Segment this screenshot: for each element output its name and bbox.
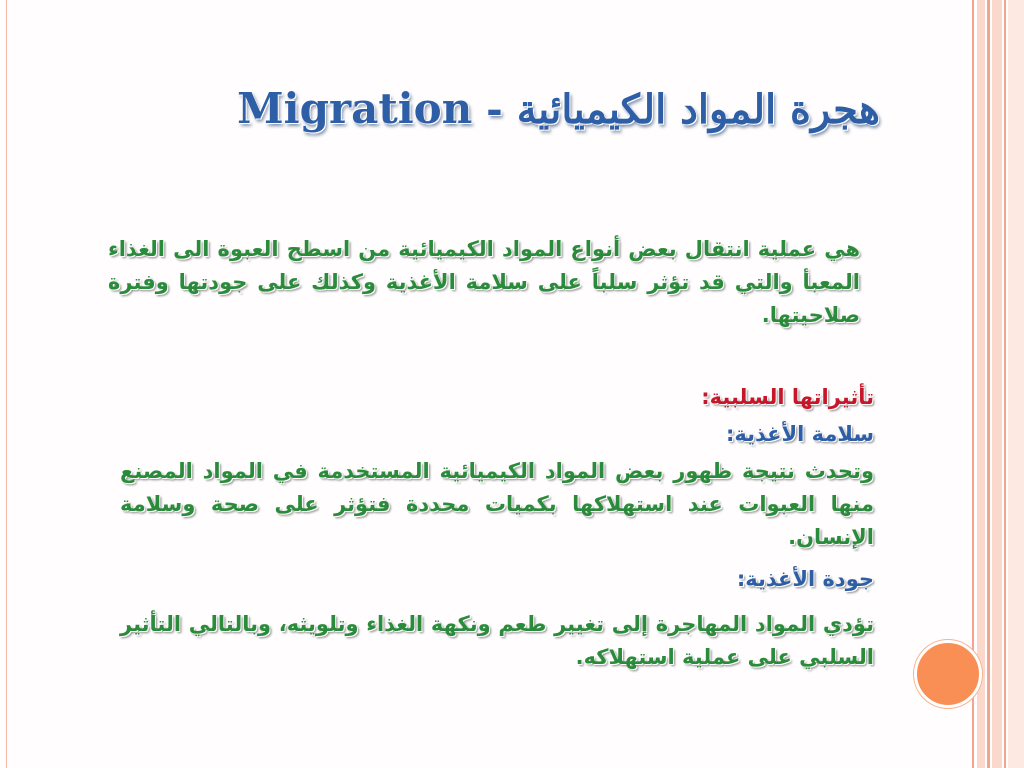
food-safety-heading: سلامة الأغذية: bbox=[726, 422, 874, 446]
food-quality-paragraph: تؤدي المواد المهاجرة إلى تغيير طعم ونكهة الغذاء وتلويثه، وبالتالي التأثير السلبي على عملية استهلاكه. bbox=[120, 612, 874, 669]
slide-title bbox=[200, 84, 880, 133]
title-arabic: هجرة المواد الكيميائية - bbox=[472, 86, 880, 133]
food-safety-paragraph: وتحدث نتيجة ظهور بعض المواد الكيميائية المستخدمة في المواد المصنع منها العبوات عند استهلاكها بكميات محددة فتؤثر على صحة وسلامة الإنسان. bbox=[120, 459, 874, 549]
decorative-stripes bbox=[972, 0, 1024, 768]
title-english: Migration bbox=[237, 84, 473, 133]
intro-paragraph: هي عملية انتقال بعض أنواع المواد الكيميائية من اسطح العبوة الى الغذاء المعبأ والتي قد تؤثر سلباً على سلامة الأغذية وكذلك على جودتها وفترة صلاحيتها. bbox=[108, 237, 860, 327]
decorative-circle-icon bbox=[914, 640, 982, 708]
food-quality-heading: جودة الأغذية: bbox=[736, 567, 874, 591]
negative-effects-heading: تأثيراتها السلبية: bbox=[701, 385, 874, 409]
left-border-line bbox=[6, 0, 7, 768]
